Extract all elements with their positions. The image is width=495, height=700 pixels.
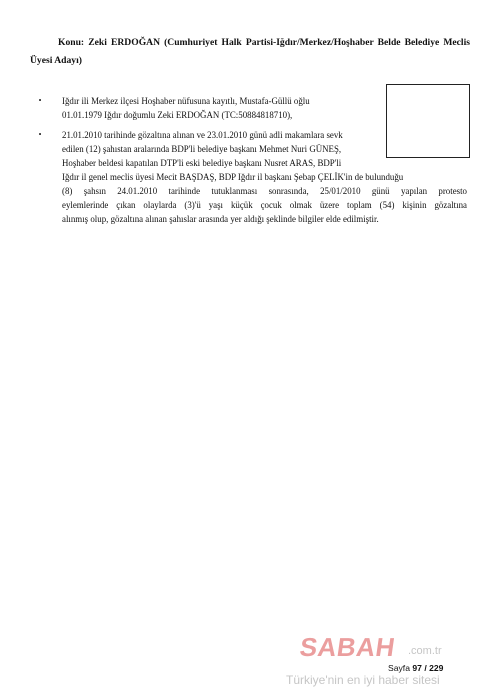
- sabah-logo-watermark: SABAH: [297, 632, 398, 662]
- bullet-1-line-2: 01.01.1979 Iğdır doğumlu Zeki ERDOĞAN (TC:50884818710),: [62, 110, 293, 120]
- bullet-1-line-1: Iğdır ili Merkez ilçesi Hoşhaber nüfusuna kayıtlı, Mustafa-Güllü oğlu: [62, 96, 310, 106]
- bullet-marker: •: [38, 130, 42, 139]
- page-current: 97: [412, 663, 422, 673]
- page-label: Sayfa: [388, 663, 410, 673]
- bullet-2-line-5: (8) şahsın 24.01.2010 tarihinde tutuklanması sonrasında, 25/01/2010 günü yapılan protesto: [62, 186, 467, 196]
- bullet-marker: •: [38, 96, 42, 105]
- bullet-2-line-1: 21.01.2010 tarihinde gözaltına alınan ve 23.01.2010 günü adli makamlara sevk: [62, 130, 343, 140]
- bullet-2-line-6: eylemlerinde çıkan olaylarda (3)'ü yaşı küçük çocuk olmak üzere toplam (54) kişinin gözaltına: [62, 200, 467, 210]
- subject-label: Konu:: [58, 37, 85, 48]
- bullet-2-line-3: Hoşhaber beldesi kapatılan DTP'li eski belediye başkanı Nusret ARAS, BDP'li: [62, 158, 342, 168]
- bullet-2-line-7: alınmış olup, gözaltına alınan şahıslar arasında yer aldığı şeklinde bilgiler elde edilmiştir.: [62, 214, 379, 224]
- subject-text: Zeki ERDOĞAN (Cumhuriyet Halk Partisi-Iğdır/Merkez/Hoşhaber Belde Belediye Meclis Üyesi Adayı): [30, 37, 470, 66]
- page-number: [388, 663, 443, 673]
- bullet-2-line-4: Iğdır il genel meclis üyesi Mecit BAŞDAŞ, BDP Iğdır il başkanı Şebap ÇELİK'in de bulunduğu: [62, 172, 404, 182]
- page-total: 229: [429, 663, 444, 673]
- page-separator: /: [424, 663, 427, 673]
- watermark-domain: .com.tr: [408, 645, 442, 657]
- watermark-tagline: Türkiye'nin en iyi haber sitesi: [286, 673, 440, 687]
- photo-placeholder-box: [386, 84, 470, 158]
- bullet-2-line-2: edilen (12) şahıstan aralarında BDP'li belediye başkanı Mehmet Nuri GÜNEŞ,: [62, 144, 342, 154]
- subject-heading: [30, 34, 470, 70]
